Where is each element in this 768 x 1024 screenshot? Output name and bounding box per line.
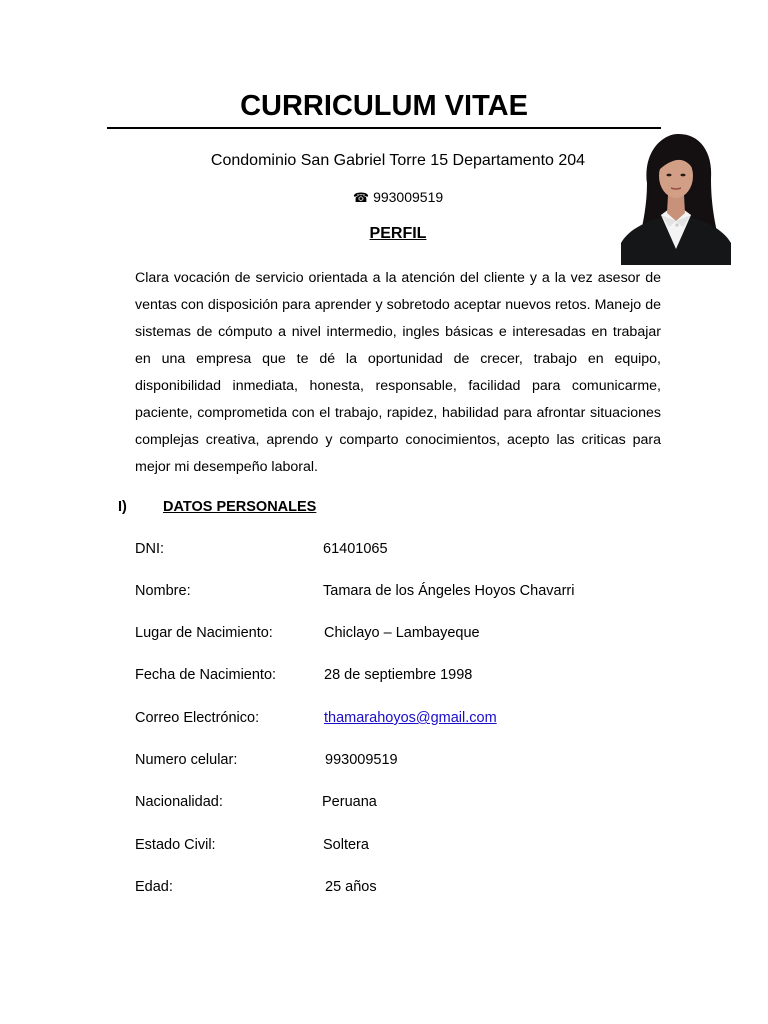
profile-photo <box>621 131 731 265</box>
profile-heading: PERFIL <box>369 225 427 242</box>
field-label: Nombre: <box>135 583 191 599</box>
field-label: Numero celular: <box>135 752 238 768</box>
field-value: 25 años <box>325 879 377 895</box>
title-underline <box>107 127 661 129</box>
phone-number: 993009519 <box>373 189 444 205</box>
field-label: Correo Electrónico: <box>135 710 260 726</box>
field-label: Edad: <box>135 879 173 895</box>
document-title: CURRICULUM VITAE <box>240 90 528 122</box>
phone-icon: ☎ <box>352 190 370 205</box>
profile-paragraph: Clara vocación de servicio orientada a la atención del cliente y a la vez asesor de ventas con disposición para aprender y sobretodo aceptar nuevos retos. Manejo de sistemas de cómputo a nivel intermedio, ingles básicas e interesadas en trabajar en una empresa que te dé la oportunidad de crecer, trabajo en equipo, disponibilidad inmediata, honesta, responsable, facilidad para comunicarme, paciente, comprometida con el trabajo, rapidez, habilidad para afrontar situaciones complejas creativa, aprendo y comparto conocimientos, acepto las criticas para mejor mi desempeño laboral. <box>135 270 661 475</box>
section-title: DATOS PERSONALES <box>163 499 317 515</box>
field-label: Nacionalidad: <box>135 794 223 810</box>
field-label: Estado Civil: <box>135 837 216 853</box>
field-value: Soltera <box>323 837 369 853</box>
field-value: Peruana <box>322 794 377 810</box>
section-heading-personal <box>118 499 316 515</box>
email-link[interactable]: thamarahoyos@gmail.com <box>324 710 497 726</box>
field-value: 993009519 <box>325 752 398 768</box>
field-value: Chiclayo – Lambayeque <box>324 625 480 641</box>
field-label: Fecha de Nacimiento: <box>135 667 277 683</box>
phone-line <box>107 189 689 206</box>
section-number: I) <box>118 499 127 515</box>
portrait-image <box>621 131 731 265</box>
field-label: Lugar de Nacimiento: <box>135 625 273 641</box>
field-value: 28 de septiembre 1998 <box>324 667 473 683</box>
address-line: Condominio San Gabriel Torre 15 Departamento 204 <box>210 152 586 169</box>
field-label: DNI: <box>135 541 164 557</box>
field-value: 61401065 <box>323 541 388 557</box>
field-value: Tamara de los Ángeles Hoyos Chavarri <box>323 583 575 599</box>
